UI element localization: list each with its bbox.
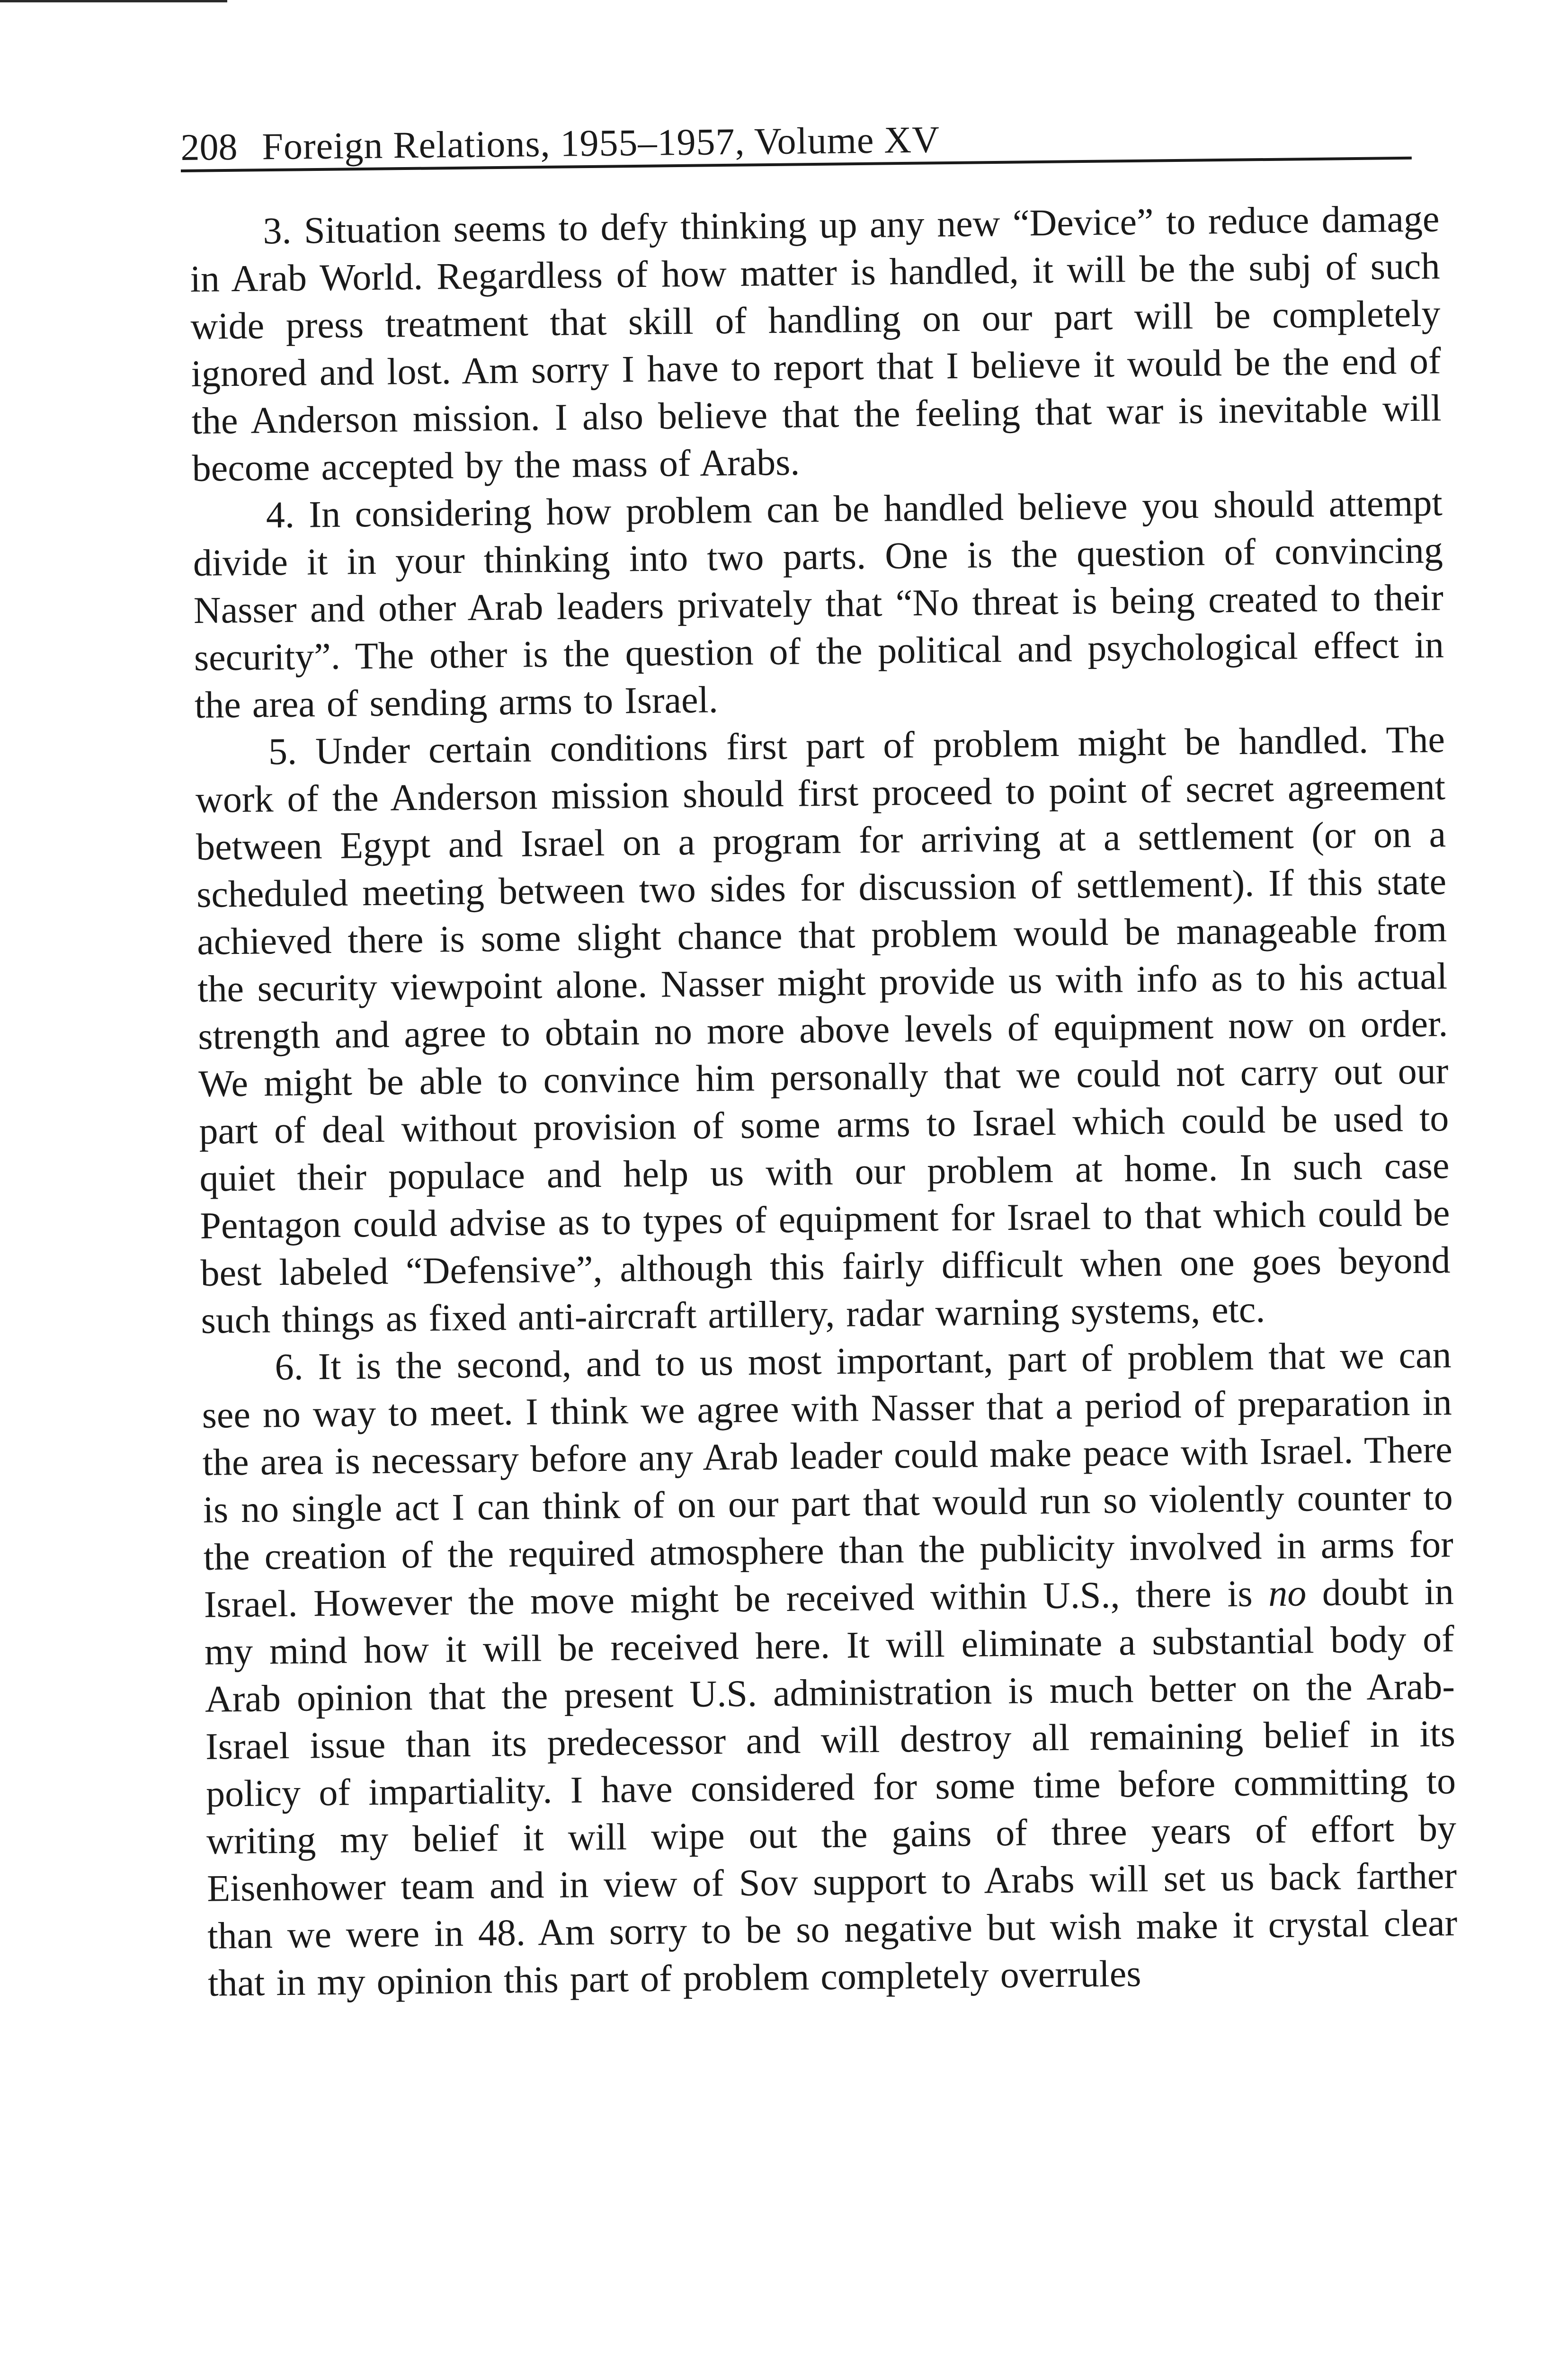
paragraph-6-text-after: doubt in my mind how it will be received here. It will eliminate a substantial body of Arab opinion that the present U.S. administration is much better on the Arab-Israel issue than its predecessor and will destroy all remaining belief in its policy of impartiality. I have considered for some time before committing to writing my belief it will wipe out the gains of three years of effort by Eisenhower team and in view of Sov support to Arabs will set us back farther than we were in 48. Am sorry to be so negative but wish make it crystal clear that in my opinion this part of problem completely overrules — [204, 1571, 1458, 2004]
paragraph-6-text-before: 6. It is the second, and to us most important, part of problem that we can see no way to meet. I think we agree with Nasser that a period of preparation in the area is necessary before any Arab leader could make peace with Israel. There is no single act I can think of on our part that would run so violently counter to the creation of the required atmosphere than the publicity involved in arms for Israel. However the move might be received within U.S., there is — [202, 1334, 1454, 1626]
document-body — [189, 195, 1458, 2007]
paragraph-5: 5. Under certain conditions first part of problem might be handled. The work of the Anderson mission should first proceed to point of secret agreement between Egypt and Israel on a program for arriving at a settlement (or on a scheduled meeting between two sides for discussion of settlement). If this state achieved there is some slight chance that problem would be manageable from the security viewpoint alone. Nasser might provide us with info as to his actual strength and agree to obtain no more above levels of equipment now on order. We might be able to convince him personally that we could not carry out our part of deal without provision of some arms to Israel which could be used to quiet their populace and help us with our problem at home. In such case Pentagon could advise as to types of equipment for Israel to that which could be best labeled “Defensive”, although this fairly difficult when one goes beyond such things as fixed anti-aircraft artillery, radar warning systems, etc. — [195, 719, 1451, 1342]
paragraph-3: 3. Situation seems to defy thinking up any new “Device” to reduce damage in Arab World. Regardless of how matter is handled, it will be the subj of such wide press treatment that skill of handling on our part will be completely ignored and lost. Am sorry I have to report that I believe it would be the end of the Anderson mission. I also believe that the feeling that war is inevitable will become accepted by the mass of Arabs. — [190, 198, 1442, 489]
page-number: 208 — [180, 126, 238, 169]
page-header — [180, 114, 1412, 172]
running-title: Foreign Relations, 1955–1957, Volume XV — [261, 119, 940, 168]
paragraph-6 — [201, 1331, 1458, 2007]
paragraph-4: 4. In considering how problem can be handled believe you should attempt divide it in your thinking into two parts. One is the question of convincing Nasser and other Arab leaders privately that “No threat is being created to their security”. The other is the question of the political and psychological effect in the area of sending arms to Israel. — [193, 482, 1444, 726]
top-left-scan-rule — [0, 0, 227, 2]
paragraph-6-emphasis: no — [1268, 1572, 1307, 1615]
